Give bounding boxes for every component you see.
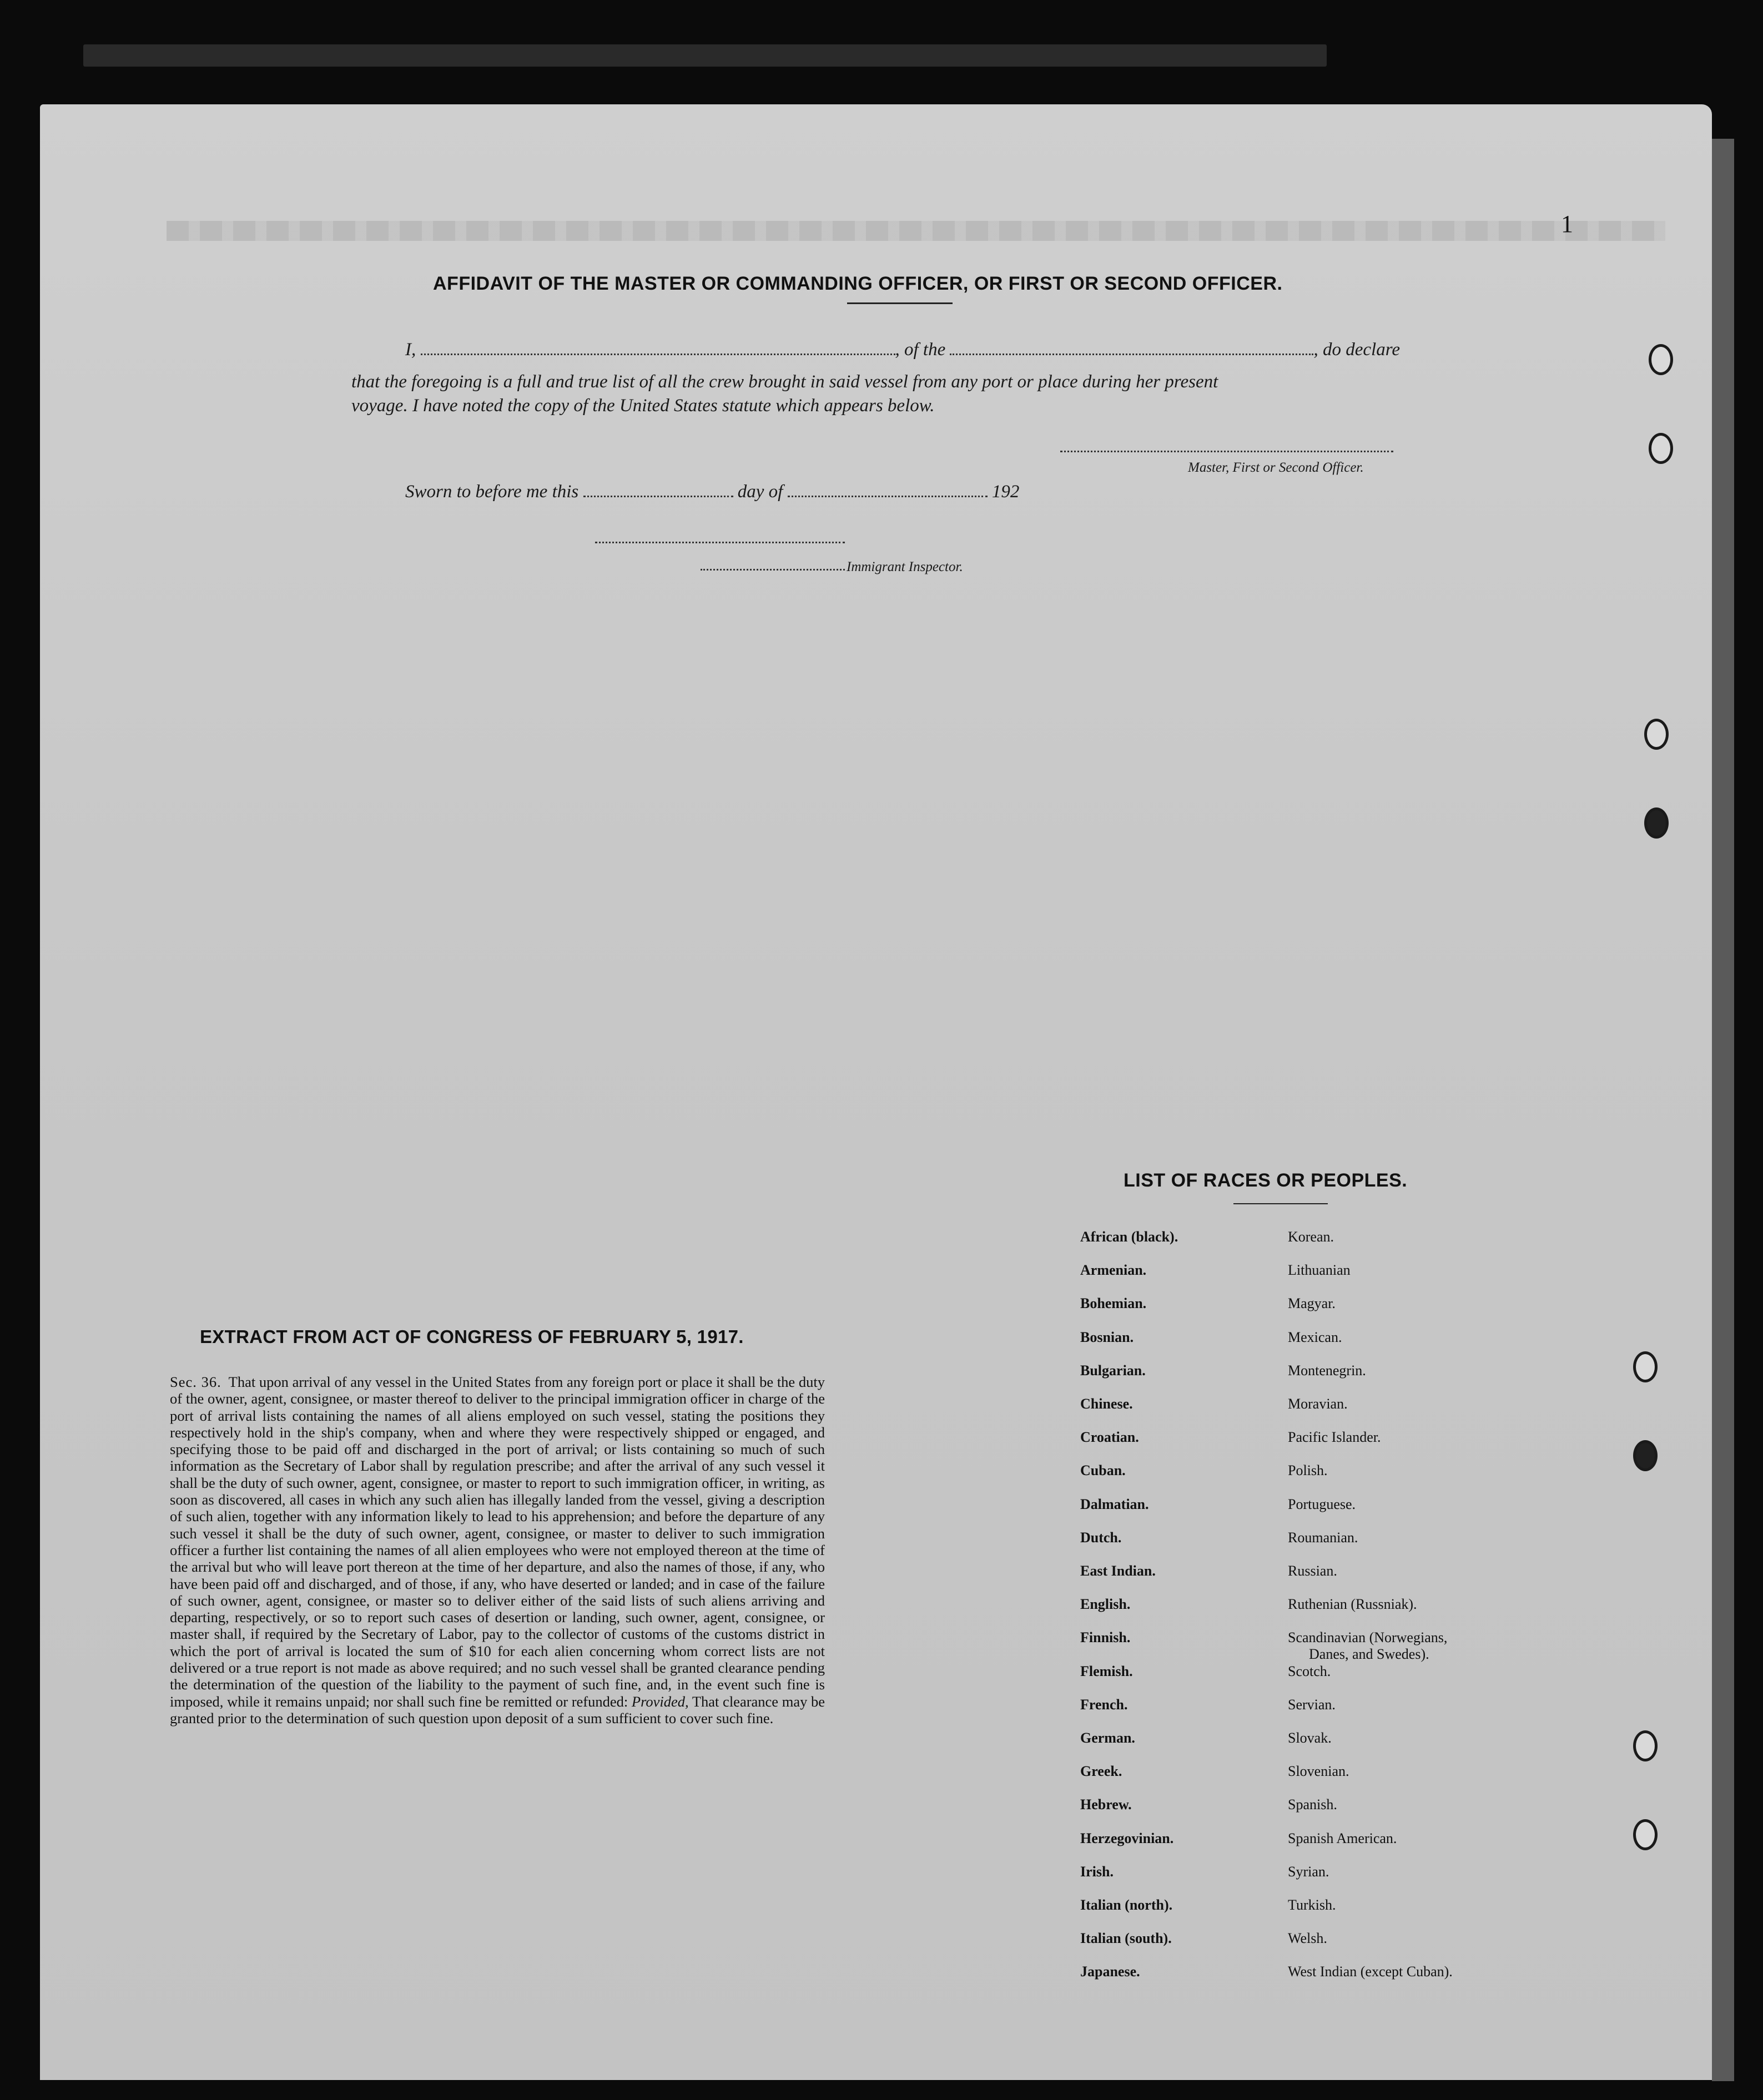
page-edge	[1712, 139, 1734, 2081]
extract-text-part-2: That clearance may be granted prior to the determination of such question upon deposit of a sum sufficient to cover such fine.	[170, 1693, 825, 1727]
race-item: Irish.	[1080, 1863, 1114, 1880]
sworn-text: Sworn to before me this	[405, 482, 579, 502]
affidavit-line-2: that the foregoing is a full and true list of all the crew brought in said vessel from any port or place during her present	[351, 372, 1218, 392]
scan-top-strip	[83, 44, 1327, 67]
race-item: Korean.	[1288, 1229, 1334, 1245]
race-item: Danes, and Swedes).	[1309, 1646, 1429, 1663]
race-item: Turkish.	[1288, 1897, 1336, 1913]
race-item: Slovenian.	[1288, 1763, 1349, 1780]
inspector-caption-leader	[701, 569, 845, 571]
punch-hole	[1633, 1730, 1658, 1761]
races-right-column	[1288, 1229, 1521, 2006]
race-item: Armenian.	[1080, 1262, 1147, 1279]
race-item: German.	[1080, 1730, 1135, 1746]
race-item: Scandinavian (Norwegians,	[1288, 1629, 1448, 1646]
races-title-rule	[1233, 1203, 1328, 1204]
race-item: Japanese.	[1080, 1963, 1140, 1980]
race-item: French.	[1080, 1696, 1128, 1713]
race-item: Croatian.	[1080, 1429, 1139, 1446]
title-rule	[847, 302, 953, 304]
declarant-prefix: I,	[405, 340, 416, 360]
race-item: Herzegovinian.	[1080, 1830, 1174, 1846]
race-item: Spanish American.	[1288, 1830, 1397, 1846]
race-item: Ruthenian (Russniak).	[1288, 1596, 1417, 1613]
race-item: Welsh.	[1288, 1930, 1327, 1947]
affidavit-title: AFFIDAVIT OF THE MASTER OR COMMANDING OFFICER, OR FIRST OR SECOND OFFICER.	[433, 273, 1283, 294]
race-item: Magyar.	[1288, 1295, 1336, 1312]
race-item: Syrian.	[1288, 1863, 1329, 1880]
race-item: Lithuanian	[1288, 1262, 1351, 1279]
bleed-through-text	[167, 221, 1665, 241]
provided-label: Provided,	[631, 1693, 689, 1710]
race-item: Bosnian.	[1080, 1329, 1134, 1345]
race-item: Portuguese.	[1288, 1496, 1356, 1512]
race-item: Pacific Islander.	[1288, 1429, 1381, 1446]
race-item: Greek.	[1080, 1763, 1122, 1780]
race-item: Dutch.	[1080, 1529, 1122, 1546]
race-item: Finnish.	[1080, 1629, 1131, 1646]
punch-hole	[1644, 719, 1669, 750]
punch-hole	[1633, 1440, 1658, 1471]
race-item: West Indian (except Cuban).	[1288, 1963, 1453, 1980]
race-item: Chinese.	[1080, 1396, 1133, 1412]
section-label: Sec. 36.	[170, 1374, 221, 1390]
punch-hole	[1644, 807, 1669, 839]
race-item: Cuban.	[1080, 1462, 1126, 1479]
race-item: Montenegrin.	[1288, 1362, 1366, 1379]
race-item: Hebrew.	[1080, 1796, 1132, 1813]
race-item: Dalmatian.	[1080, 1496, 1149, 1512]
master-signature-caption: Master, First or Second Officer.	[1188, 460, 1364, 475]
inspector-caption: Immigrant Inspector.	[847, 559, 963, 574]
races-left-column	[1080, 1229, 1302, 2006]
race-item: English.	[1080, 1596, 1131, 1613]
extract-text-part-1: That upon arrival of any vessel in the United States from any foreign port or place it shall be the duty of the owner, agent, consignee, or master thereof to deliver to the principal immigration officer in charge of the port of arrival lists containing the names of all aliens employed on such vessel, stating the positions they respectively hold in the ship's company, when and where they were respectively shipped or engaged, and specifying those to be paid off and discharged in the port of arrival; or lists containing so much of such information as the Secretary of Labor shall by regulation prescribe; and after the arrival of any such vessel it shall be the duty of such owner, agent, consignee, or master to report to such immigration officer, in writing, as soon as discovered, all cases in which any such alien has illegally landed from the vessel, giving a description of such alien, together with any information likely to lead to his apprehension; and before the departure of any such vessel it shall be the duty of such owner, agent, consignee, or master to deliver to such immigration officer a further list containing the names of all alien employees who were not employed thereon at the time of the arrival but who will leave port thereon at the time of her departure, and also the names of those, if any, who have been paid off and discharged, and of those, if any, who have deserted or landed; and in case of the failure of such owner, agent, consignee, or master so to deliver either of the said lists of such aliens arriving and departing, respectively, or so to report such cases of desertion or landing, such owner, agent, consignee, or master shall, if required by the Secretary of Labor, pay to the collector of customs of the customs district in which the port of arrival is located the sum of $10 for each alien concerning whom correct lists are not delivered or a true report is not made as above required; and no such vessel shall be granted clearance pending the determination of the question of the liability to the payment of such fine, and, in the event such fine is imposed, while it remains unpaid; nor shall such fine be remitted or refunded:	[170, 1374, 825, 1710]
race-item: Roumanian.	[1288, 1529, 1358, 1546]
extract-title: EXTRACT FROM ACT OF CONGRESS OF FEBRUARY 5, 1917.	[200, 1326, 744, 1347]
declare-text: , do declare	[1313, 340, 1400, 360]
races-title: LIST OF RACES OR PEOPLES.	[1124, 1170, 1408, 1191]
race-item: African (black).	[1080, 1229, 1178, 1245]
affidavit-line-3: voyage. I have noted the copy of the United States statute which appears below.	[351, 396, 935, 416]
day-blank	[583, 496, 733, 497]
punch-hole	[1649, 344, 1673, 375]
affidavit-line-1	[405, 340, 1400, 360]
race-item: Russian.	[1288, 1563, 1337, 1579]
declarant-name-blank	[421, 354, 895, 355]
race-item: Bohemian.	[1080, 1295, 1147, 1312]
race-item: Mexican.	[1288, 1329, 1342, 1345]
month-blank	[788, 496, 988, 497]
vessel-prefix: , of the	[895, 340, 946, 360]
race-item: Slovak.	[1288, 1730, 1332, 1746]
day-of-text: day of	[737, 482, 783, 502]
race-item: East Indian.	[1080, 1563, 1156, 1579]
race-item: Spanish.	[1288, 1796, 1337, 1813]
punch-hole	[1633, 1819, 1658, 1850]
page-number: 1	[1561, 210, 1573, 238]
inspector-signature-line	[595, 542, 845, 543]
punch-hole	[1649, 433, 1673, 464]
year-prefix: 192	[991, 482, 1020, 502]
vessel-name-blank	[950, 354, 1313, 355]
sworn-line	[405, 482, 1019, 502]
master-signature-line	[1060, 451, 1393, 452]
race-item: Bulgarian.	[1080, 1362, 1146, 1379]
race-item: Moravian.	[1288, 1396, 1348, 1412]
race-item: Italian (north).	[1080, 1897, 1173, 1913]
extract-body	[170, 1374, 825, 1727]
race-item: Polish.	[1288, 1462, 1328, 1479]
race-item: Scotch.	[1288, 1663, 1331, 1679]
race-item: Flemish.	[1080, 1663, 1133, 1679]
race-item: Italian (south).	[1080, 1930, 1172, 1947]
race-item: Servian.	[1288, 1696, 1336, 1713]
punch-hole	[1633, 1351, 1658, 1382]
